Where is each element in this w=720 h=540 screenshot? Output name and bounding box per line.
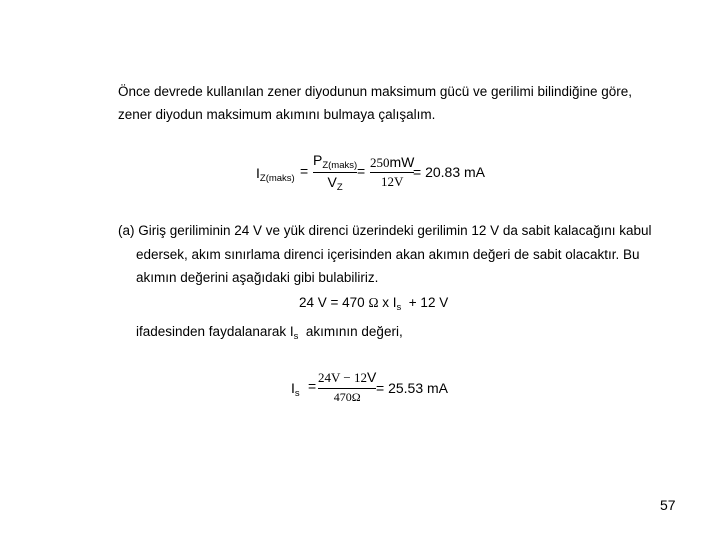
eq1-equals: = — [300, 163, 309, 179]
part-a-line-2: edersek, akım sınırlama direnci içerisinden akan akımın değeri de sabit olacaktır. Bu — [136, 247, 640, 262]
eq3-fraction — [318, 369, 376, 405]
part-a-line-3: akımın değerini aşağıdaki gibi bulabiliriz. — [136, 270, 379, 285]
eq1-denominator: $V_Z$ — [327, 174, 343, 193]
eq3-result: = 25.53 mA — [376, 380, 448, 396]
eq1-result: = 20.83 mA — [413, 164, 485, 180]
eq2: 24 V = 470 Ω x $I_s + 12$ V — [299, 295, 449, 313]
eq1-fraction — [313, 152, 357, 193]
omega-symbol: Ω — [368, 295, 379, 310]
eq3-denominator: 470Ω — [333, 390, 361, 404]
eq1-equals-2: = — [357, 163, 366, 179]
eq3-lhs: $I_s$ — [291, 380, 300, 399]
eq3-equals: = — [308, 378, 317, 394]
eq1-numerator-2: 250mW — [370, 154, 415, 170]
intro-line-2: zener diyodun maksimum akımını bulmaya çalışalım. — [118, 107, 436, 122]
eq1-numerator: $P_{Z(maks)}$ — [313, 152, 358, 171]
eq1-lhs: $I_{Z(maks)}$ — [256, 165, 295, 184]
eq3-numerator: 24V − 12V — [318, 369, 377, 385]
part-a-line-1: (a) Giriş geriliminin 24 V ve yük direnci üzerindeki gerilimin 12 V da sabit kalacağını kabul — [118, 223, 652, 238]
eq1-fraction-bar — [313, 172, 357, 173]
eq1-denominator-2: 12V — [381, 174, 404, 189]
intro-line-1: Önce devrede kullanılan zener diyodunun maksimum gücü ve gerilimi bilindiğine göre, — [118, 84, 633, 99]
page-number: 57 — [660, 497, 676, 513]
eq1-fraction-bar-2 — [370, 172, 414, 173]
eq1-fraction-2 — [370, 154, 414, 190]
explanation-line: ifadesinden faydalanarak $I_s$ akımının değeri, — [136, 324, 403, 342]
eq3-fraction-bar — [318, 388, 376, 389]
